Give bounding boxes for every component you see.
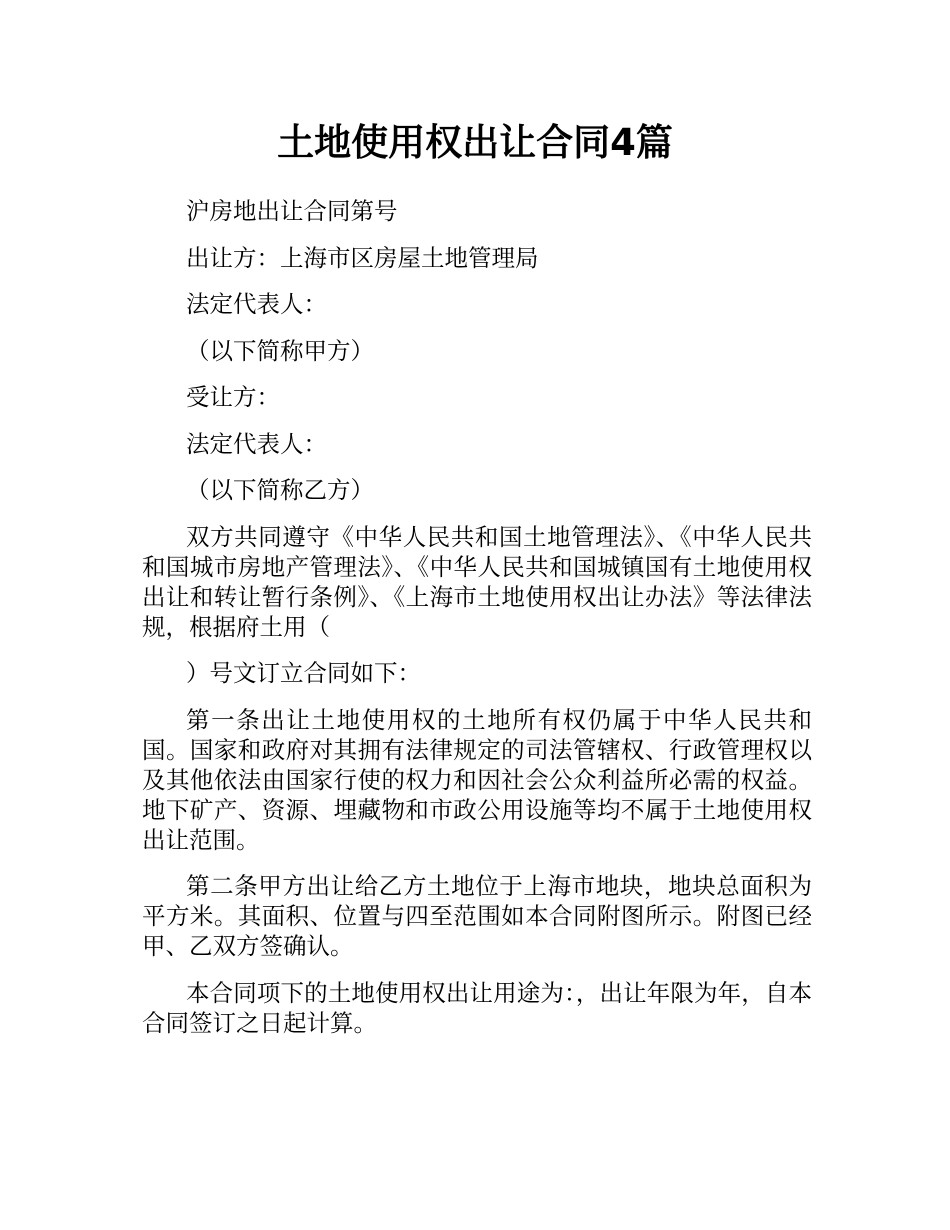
article-one-paragraph: 第一条出让土地使用权的土地所有权仍属于中华人民共和国。国家和政府对其拥有法律规定的司法管辖权、行政管理权以及其他依法由国家行使的权力和因社会公众利益所必需的权益。地下矿产、资源、埋藏物和市政公用设施等均不属于土地使用权出让范围。 [142, 705, 812, 854]
document-title: 土地使用权出让合同4篇 [277, 121, 673, 164]
legal-basis-paragraph: 双方共同遵守《中华人民共和国土地管理法》、《中华人民共和国城市房地产管理法》、《中华人民共和国城镇国有土地使用权出让和转让暂行条例》、《上海市土地使用权出让办法》等法律法规，根据府土用（ [142, 522, 812, 641]
party-b-note: （以下简称乙方） [186, 476, 374, 504]
transferor-line: 出让方：上海市区房屋土地管理局 [186, 243, 539, 272]
transferee-line: 受让方： [186, 383, 280, 411]
party-a-note: （以下简称甲方） [186, 336, 374, 365]
transferor-representative-line: 法定代表人： [186, 290, 327, 318]
document-body [142, 196, 812, 1054]
transferee-representative-line: 法定代表人： [186, 429, 327, 458]
article-two-paragraph: 第二条甲方出让给乙方土地位于上海市地块，地块总面积为平方米。其面积、位置与四至范围如本合同附图所示。附图已经甲、乙双方签确认。 [142, 872, 812, 960]
contract-intro-paragraph: ）号文订立合同如下： [186, 659, 421, 687]
land-use-term-paragraph: 本合同项下的土地使用权出让用途为：，出让年限为年，自本合同签订之日起计算。 [142, 978, 812, 1037]
contract-number: 沪房地出让合同第号 [186, 197, 398, 225]
